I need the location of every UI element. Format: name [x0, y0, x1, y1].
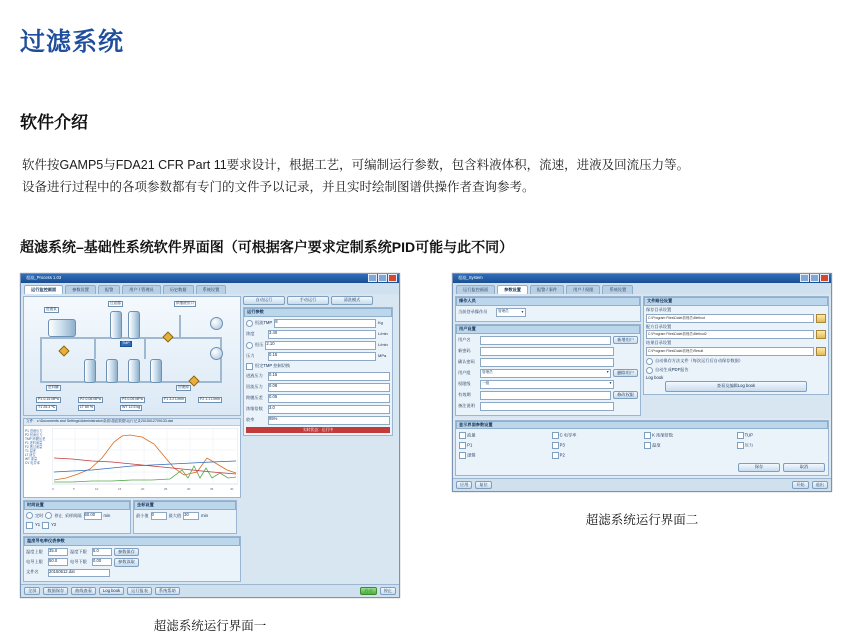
- cond-low-input[interactable]: 0.00: [92, 558, 112, 566]
- radio-auto-pdf-icon[interactable]: [646, 367, 653, 374]
- scale-max-input[interactable]: 30: [183, 512, 199, 520]
- chart-plot-area: [52, 428, 238, 494]
- temp-high-label: 温度上限: [26, 548, 43, 554]
- mode-tmp-input[interactable]: 8: [274, 319, 376, 328]
- checkbox-icon[interactable]: [552, 452, 559, 459]
- input-username[interactable]: [480, 336, 611, 345]
- param-input-circulation[interactable]: 2.10: [265, 341, 376, 350]
- display-settings-panel: [455, 420, 829, 476]
- fullscreen-button[interactable]: 全屏: [24, 587, 40, 596]
- temp-row-2: [26, 558, 238, 567]
- display-check-item[interactable]: [552, 432, 641, 439]
- chevron-down-icon: ▼: [606, 370, 610, 375]
- flow-tag-p1: P1 0.15 MPa: [38, 397, 59, 402]
- tmp-switch-label: 恒定TMP 控制切换: [255, 362, 291, 368]
- filename-label: 文件名: [26, 569, 39, 575]
- flow-tag-feed-vessel: 进料罐: [48, 385, 59, 390]
- svg-text:40: 40: [230, 487, 234, 492]
- radio-auto-save-icon[interactable]: [646, 358, 653, 365]
- vessel-filter-module-2: [128, 311, 140, 339]
- param-load-button[interactable]: 参数读取: [114, 558, 139, 567]
- path-row-method: [646, 330, 826, 339]
- flow-tag-lt: LT 80 %: [80, 405, 94, 410]
- chart-file-path: 文件：c:\Documents and Settings\Administrator\桌面\超滤数据\运行记录2015012709133.dat: [24, 419, 240, 426]
- axis-y1-label: Y1: [35, 522, 41, 528]
- logbook-button[interactable]: Log book: [99, 587, 124, 596]
- sub-row-concentration-factor: [246, 405, 390, 414]
- window-title-two: 超滤_System: [458, 274, 483, 280]
- app-window-one: [20, 273, 400, 599]
- cancel-button[interactable]: 取消: [783, 463, 825, 472]
- user-row-username: [458, 336, 638, 345]
- checkbox-icon[interactable]: [552, 432, 559, 439]
- user-row-newpassword: [458, 347, 638, 356]
- intro-line-1: 软件按GAMP5与FDA21 CFR Part 11要求设计，根据工艺，可编制运行参数，包含料液体积，流速，进液及回流压力等。: [22, 158, 690, 172]
- mode-tmp-unit: Kg: [378, 319, 383, 325]
- vessel-column-4: [150, 359, 162, 383]
- reset-button[interactable]: 复位: [475, 481, 491, 490]
- operator-panel: [455, 296, 641, 322]
- exit-button[interactable]: 退出: [812, 481, 828, 490]
- page-title: 过滤系统: [20, 28, 125, 56]
- display-check-label: P3: [559, 442, 565, 448]
- close-icon[interactable]: [388, 274, 397, 282]
- time-mode-row: [26, 512, 128, 520]
- statusbar-two: [453, 478, 831, 492]
- operator-select-value: 管理员: [498, 309, 509, 314]
- display-check-item[interactable]: [644, 432, 733, 439]
- main-body-one: [21, 294, 399, 583]
- chevron-down-icon: ▼: [520, 309, 524, 314]
- data-save-button[interactable]: 数据保存: [43, 587, 68, 596]
- tab-history[interactable]: 历史数据: [163, 285, 194, 295]
- file-path-title: 文件路径设置: [644, 297, 828, 306]
- checkbox-icon[interactable]: [737, 432, 744, 439]
- select-level[interactable]: [480, 380, 614, 389]
- lower-left-panels: [23, 500, 241, 534]
- display-check-item[interactable]: [552, 442, 641, 449]
- param-save-button[interactable]: 参数保存: [114, 548, 139, 557]
- svg-text:25: 25: [164, 487, 168, 492]
- radio-timed-icon[interactable]: [26, 512, 33, 519]
- tab-alarm-two[interactable]: 报警 / 事件: [530, 285, 564, 295]
- display-check-item[interactable]: [644, 442, 733, 449]
- checkbox-icon[interactable]: [644, 432, 651, 439]
- scale-min-input[interactable]: 0: [151, 512, 167, 520]
- scale-unit: min: [201, 512, 208, 518]
- display-check-item[interactable]: [552, 452, 641, 459]
- vessel-column-3: [128, 359, 140, 383]
- mode-label-constant-tmp: 恒流TMP: [255, 319, 273, 325]
- display-check-label: 逻辑: [467, 452, 476, 458]
- caption-right: 超滤系统运行界面二: [585, 513, 699, 528]
- sub-row-yield: [246, 416, 390, 425]
- logbook-edit-button[interactable]: 查看及编辑Log book: [665, 381, 807, 392]
- temp-panel-title: 温度导电率仪表参数: [24, 537, 240, 546]
- axis-y2-label: Y2: [51, 522, 57, 528]
- label-remark: 备注说明: [458, 402, 475, 408]
- window-controls-one: [368, 274, 397, 282]
- trend-chart: [23, 418, 241, 498]
- display-check-item[interactable]: [459, 442, 548, 449]
- save-button[interactable]: 保存: [738, 463, 780, 472]
- user-row-remark: [458, 402, 638, 411]
- checkbox-y1-icon[interactable]: [26, 522, 33, 529]
- time-settings-panel: [23, 500, 131, 534]
- flow-tag-tmp: TMP: [122, 341, 130, 346]
- right-column-two: [643, 296, 829, 395]
- sub-value-inlet-pressure: 0.15: [268, 372, 390, 381]
- param-row-flow: [246, 330, 390, 339]
- display-check-item[interactable]: [459, 432, 548, 439]
- flow-tag-f2: F2 1.1 L/min: [200, 397, 220, 402]
- auto-save-label: 自动保存方法文件（每次运行后自动保存数据）: [655, 357, 743, 363]
- titlebar-one: [21, 274, 399, 283]
- mode-label-constant-pressure: 恒压: [255, 341, 264, 347]
- pump-icon-1: [210, 317, 223, 330]
- path-label-result: 结果目录设置: [646, 340, 672, 346]
- auto-pdf-row: [646, 367, 826, 374]
- input-confirmpassword[interactable]: [480, 358, 614, 367]
- operator-row: [458, 308, 638, 317]
- path-input-result[interactable]: C:\Program Files\Data\管理员\Result: [646, 347, 814, 356]
- tab-monitor-two[interactable]: 运行监控画面: [456, 285, 495, 295]
- checkbox-icon[interactable]: [459, 432, 466, 439]
- pipe-branch-2: [144, 337, 146, 359]
- path-input-save[interactable]: C:\Program Files\Data\管理员\Method: [646, 314, 814, 323]
- flow-tag-wt: WT 12.5 kg: [122, 405, 141, 410]
- sub-row-inlet-pressure: [246, 372, 390, 381]
- operator-panel-title: 操作人员: [456, 297, 640, 306]
- statusbar-one: [21, 584, 399, 598]
- vessel-column-2: [106, 359, 118, 383]
- operator-select[interactable]: [496, 308, 526, 317]
- temperature-conductivity-panel: [23, 536, 241, 582]
- pipe-branch-1: [94, 337, 96, 359]
- start-button[interactable]: 启动: [360, 587, 376, 596]
- checkbox-y2-icon[interactable]: [42, 522, 49, 529]
- input-newpassword[interactable]: [480, 347, 614, 356]
- param-label-pressure: 压力: [246, 352, 255, 358]
- curve-view-button[interactable]: 曲线查看: [71, 587, 96, 596]
- flow-tag-t1: T1 25.3 ℃: [38, 405, 56, 410]
- display-check-label: 温度: [652, 442, 661, 448]
- folder-browse-icon[interactable]: [816, 347, 826, 356]
- tab-user[interactable]: 用户 / 管理员: [122, 285, 160, 295]
- cond-high-label: 电导上限: [26, 559, 43, 565]
- document-page: [0, 22, 852, 632]
- pipe-branch-3: [179, 315, 181, 337]
- interval-input[interactable]: 60.00: [84, 512, 102, 520]
- app-window-two: [452, 273, 832, 493]
- process-flow-diagram: [23, 296, 241, 416]
- sub-value-tmp: 0.05: [268, 394, 390, 403]
- run-parameters-title: 运行参数: [244, 308, 392, 317]
- select-usergroup-value: 管理员: [482, 370, 493, 375]
- radio-stop-icon[interactable]: [45, 512, 52, 519]
- stop-button[interactable]: 停止: [380, 587, 396, 596]
- param-input-pressure[interactable]: 0.15: [268, 352, 376, 361]
- svg-text:35: 35: [210, 487, 214, 492]
- modify-permission-button[interactable]: 修改权限: [613, 391, 638, 400]
- flow-tag-feed-pump: 进液泵: [46, 307, 57, 312]
- tabbar-one: [21, 283, 399, 295]
- label-validity: 有效期: [458, 391, 471, 397]
- time-panel-title: 时间设置: [24, 501, 130, 510]
- select-usergroup[interactable]: [480, 369, 611, 378]
- pipe-right-down: [220, 337, 222, 382]
- svg-text:0: 0: [52, 487, 54, 492]
- checkbox-icon[interactable]: [644, 442, 651, 449]
- label-newpassword: 新密码: [458, 347, 471, 353]
- screen-two-wrap: [452, 273, 832, 634]
- main-body-two: [453, 294, 831, 417]
- mode-row-constant-flow: [246, 319, 390, 328]
- sub-label-concentration-factor: 浓缩倍数: [246, 405, 263, 411]
- auto-pdf-label: 自动生成PDF报告: [655, 366, 689, 372]
- legend-item: TMP 跨膜压差: [25, 437, 46, 442]
- param-unit-circulation: L/min: [378, 341, 388, 347]
- sub-value-concentration-factor: 3.0: [268, 405, 390, 414]
- param-unit-pressure: MPa: [378, 352, 387, 358]
- legend-item: P2 回流压力: [25, 433, 43, 438]
- user-row-validity: [458, 391, 638, 400]
- flow-tag-return-valve: 回流阀: [178, 385, 189, 390]
- legend-item: WT 重量: [25, 457, 38, 462]
- valve-icon-2[interactable]: [58, 346, 69, 357]
- svg-text:10: 10: [95, 487, 99, 492]
- sub-label-tmp: 跨膜压差: [246, 394, 263, 400]
- user-row-group: [458, 369, 638, 378]
- user-row-level: [458, 380, 638, 389]
- vessel-feed-tank: [48, 319, 76, 337]
- file-path-panel: [643, 296, 829, 395]
- temp-low-label: 温度下限: [70, 548, 87, 554]
- label-confirmpassword: 确认密码: [458, 358, 475, 364]
- mode-row-constant-pressure: [246, 341, 390, 350]
- display-check-label: 压力: [744, 442, 754, 448]
- display-check-label: P2: [559, 452, 565, 458]
- display-check-label: C 电导率: [559, 432, 577, 438]
- valve-icon-1[interactable]: [162, 332, 173, 343]
- time-radio-label-2: 停止: [54, 512, 63, 518]
- filename-input[interactable]: 20150612.dat: [48, 569, 110, 577]
- sub-label-return-pressure: 回流压力: [246, 383, 263, 389]
- left-column-one: [23, 296, 241, 581]
- titlebar-two: [453, 274, 831, 283]
- svg-text:5: 5: [73, 487, 75, 492]
- window-controls-two: [800, 274, 829, 282]
- left-column-two: [455, 296, 641, 415]
- svg-text:15: 15: [118, 487, 122, 492]
- scale-min-label: 最小值: [136, 512, 149, 518]
- begin-button[interactable]: 开始: [792, 481, 808, 490]
- tab-parameters-two[interactable]: 参数设置: [497, 285, 528, 295]
- display-checkbox-grid: [459, 432, 825, 459]
- tab-alarm[interactable]: 报警: [98, 285, 120, 295]
- maximize-icon[interactable]: [378, 274, 387, 282]
- path-input-method[interactable]: C:\Program Files\Data\管理员\Method2: [646, 330, 814, 339]
- checkbox-tmp-switch-icon[interactable]: [246, 363, 253, 370]
- flow-tag-p3: P3 0.05 MPa: [122, 397, 143, 402]
- tmp-switch-row: [246, 363, 390, 370]
- scale-settings-panel: [133, 500, 237, 534]
- chart-legend: [25, 429, 51, 465]
- input-remark[interactable]: [480, 402, 614, 411]
- tab-parameters[interactable]: 参数设置: [65, 285, 96, 295]
- cond-low-label: 电导下限: [70, 559, 87, 565]
- legend-item: P1 进液压力: [25, 429, 43, 434]
- display-check-item[interactable]: [459, 452, 548, 459]
- add-user-button[interactable]: 新增用户: [613, 336, 638, 345]
- select-level-value: 一级: [482, 381, 490, 386]
- window-title-one: 超滤_Process 1.03: [26, 274, 62, 280]
- pipe-left-down: [40, 337, 42, 381]
- display-check-label: TUP: [744, 432, 753, 438]
- scale-panel-title: 坐标设置: [134, 501, 236, 510]
- param-label-flow: 浓度: [246, 330, 255, 336]
- display-check-label: P1: [467, 442, 473, 448]
- temp-row-1: [26, 548, 238, 557]
- status-badge: 实时状态：运行中: [246, 427, 390, 433]
- screen-one-wrap: [20, 273, 400, 634]
- chevron-down-icon: ▼: [608, 381, 612, 386]
- intro-line-2: 设备进行过程中的各项参数都有专门的文件予以记录，并且实时绘制图谱供操作者查询参考。: [22, 179, 535, 194]
- delete-user-button[interactable]: 删除用户: [613, 369, 638, 378]
- vessel-filter-module-1: [110, 311, 122, 339]
- close-icon[interactable]: [820, 274, 829, 282]
- legend-item: LT 液位: [25, 453, 36, 458]
- label-usergroup: 用户组: [458, 369, 471, 375]
- checkbox-icon[interactable]: [459, 452, 466, 459]
- temp-high-input[interactable]: 35.0: [48, 548, 68, 556]
- legend-item: F2 透过流量: [25, 445, 43, 450]
- path-label-method: 配方目录设置: [646, 323, 672, 329]
- run-report-button[interactable]: 运行报表: [127, 587, 152, 596]
- checkbox-icon[interactable]: [552, 442, 559, 449]
- tab-system-two[interactable]: 系统设置: [602, 285, 633, 295]
- display-check-label: K 浓缩倍数: [652, 432, 673, 438]
- vessel-column-1: [84, 359, 96, 383]
- flow-tag-f1: F1 3.2 L/min: [164, 397, 184, 402]
- folder-browse-icon[interactable]: [816, 314, 826, 323]
- maximize-icon[interactable]: [810, 274, 819, 282]
- sub-row-return-pressure: [246, 383, 390, 392]
- tab-system[interactable]: 系统设置: [196, 285, 227, 295]
- mode-toolbar-one: [243, 296, 393, 305]
- interface-subheading: 超滤系统–基础性系统软件界面图（可根据客户要求定制系统PID可能与此不同）: [20, 238, 514, 255]
- legend-item: CV 电导率: [25, 461, 40, 466]
- auto-save-row: [646, 358, 826, 365]
- intro-paragraph: [22, 155, 822, 199]
- operator-label: 当前登录操作员: [458, 309, 488, 315]
- path-label-save: 保存目录设置: [646, 306, 672, 312]
- interval-label: 采样间隔: [64, 512, 82, 518]
- input-validity[interactable]: [480, 391, 611, 400]
- temp-row-3: [26, 569, 238, 577]
- user-settings-panel: [455, 324, 641, 416]
- temp-low-input[interactable]: 5.0: [92, 548, 112, 556]
- auto-run-button[interactable]: 自动运行: [243, 296, 285, 305]
- svg-text:20: 20: [141, 487, 145, 492]
- sub-label-inlet-pressure: 进液压力: [246, 372, 263, 378]
- scale-row: [136, 512, 234, 520]
- radio-constant-tmp-icon[interactable]: [246, 320, 253, 327]
- interval-unit: min: [103, 512, 111, 518]
- system-help-button[interactable]: 系统帮助: [155, 587, 180, 596]
- legend-item: T1 温度: [25, 449, 36, 454]
- display-check-label: 流量: [467, 432, 476, 438]
- display-check-item[interactable]: [737, 442, 826, 449]
- run-parameters-panel: [243, 307, 393, 436]
- checkbox-icon[interactable]: [737, 442, 744, 449]
- tab-user-two[interactable]: 用户 / 权限: [566, 285, 600, 295]
- display-check-item[interactable]: [737, 432, 826, 439]
- tabbar-two: [453, 283, 831, 295]
- logbook-row: [646, 381, 826, 392]
- folder-browse-icon[interactable]: [816, 330, 826, 339]
- svg-text:30: 30: [187, 487, 191, 492]
- param-unit-flow: L/min: [378, 330, 388, 336]
- user-row-confirmpassword: [458, 358, 638, 367]
- apply-button[interactable]: 应用: [456, 481, 472, 490]
- sub-row-tmp: [246, 394, 390, 403]
- flow-tag-p2: P2 0.08 MPa: [80, 397, 101, 402]
- radio-constant-pressure-icon[interactable]: [246, 342, 253, 349]
- axis-row: [26, 522, 128, 529]
- time-radio-label-1: 定时: [35, 512, 44, 518]
- right-column-one: [243, 296, 393, 581]
- user-settings-title: 用户设置: [456, 325, 640, 334]
- param-row-pressure: [246, 352, 390, 361]
- label-level: 权限级: [458, 380, 471, 386]
- sub-value-yield: 95%: [268, 416, 390, 425]
- sub-label-yield: 收率: [246, 416, 255, 422]
- flow-tag-filter: 过滤器: [110, 301, 121, 306]
- scale-max-label: 最大值: [168, 512, 182, 518]
- minimize-icon[interactable]: [800, 274, 809, 282]
- display-settings-title: 显示界面参数设置: [456, 421, 828, 430]
- screenshot-row: [18, 273, 834, 634]
- minimize-icon[interactable]: [368, 274, 377, 282]
- flow-tag-outlet: 浓缩液出口: [176, 301, 194, 306]
- cond-high-input[interactable]: 50.0: [48, 558, 68, 566]
- path-row-save: [646, 314, 826, 323]
- caption-left: 超滤系统运行界面一: [153, 619, 267, 634]
- param-input-flow[interactable]: 3.40: [268, 330, 376, 339]
- tab-monitor[interactable]: 运行监控画面: [24, 285, 63, 295]
- label-username: 用户名: [458, 336, 471, 342]
- manual-run-button[interactable]: 手动运行: [287, 296, 329, 305]
- checkbox-icon[interactable]: [459, 442, 466, 449]
- path-row-result: [646, 347, 826, 356]
- display-actions: [459, 463, 825, 472]
- software-intro-heading: 软件介绍: [20, 113, 88, 132]
- sub-value-return-pressure: 0.08: [268, 383, 390, 392]
- logbook-label: Log book: [646, 374, 664, 380]
- legend-item: F1 进料流量: [25, 441, 43, 446]
- clean-mode-button[interactable]: 清洗模式: [331, 296, 373, 305]
